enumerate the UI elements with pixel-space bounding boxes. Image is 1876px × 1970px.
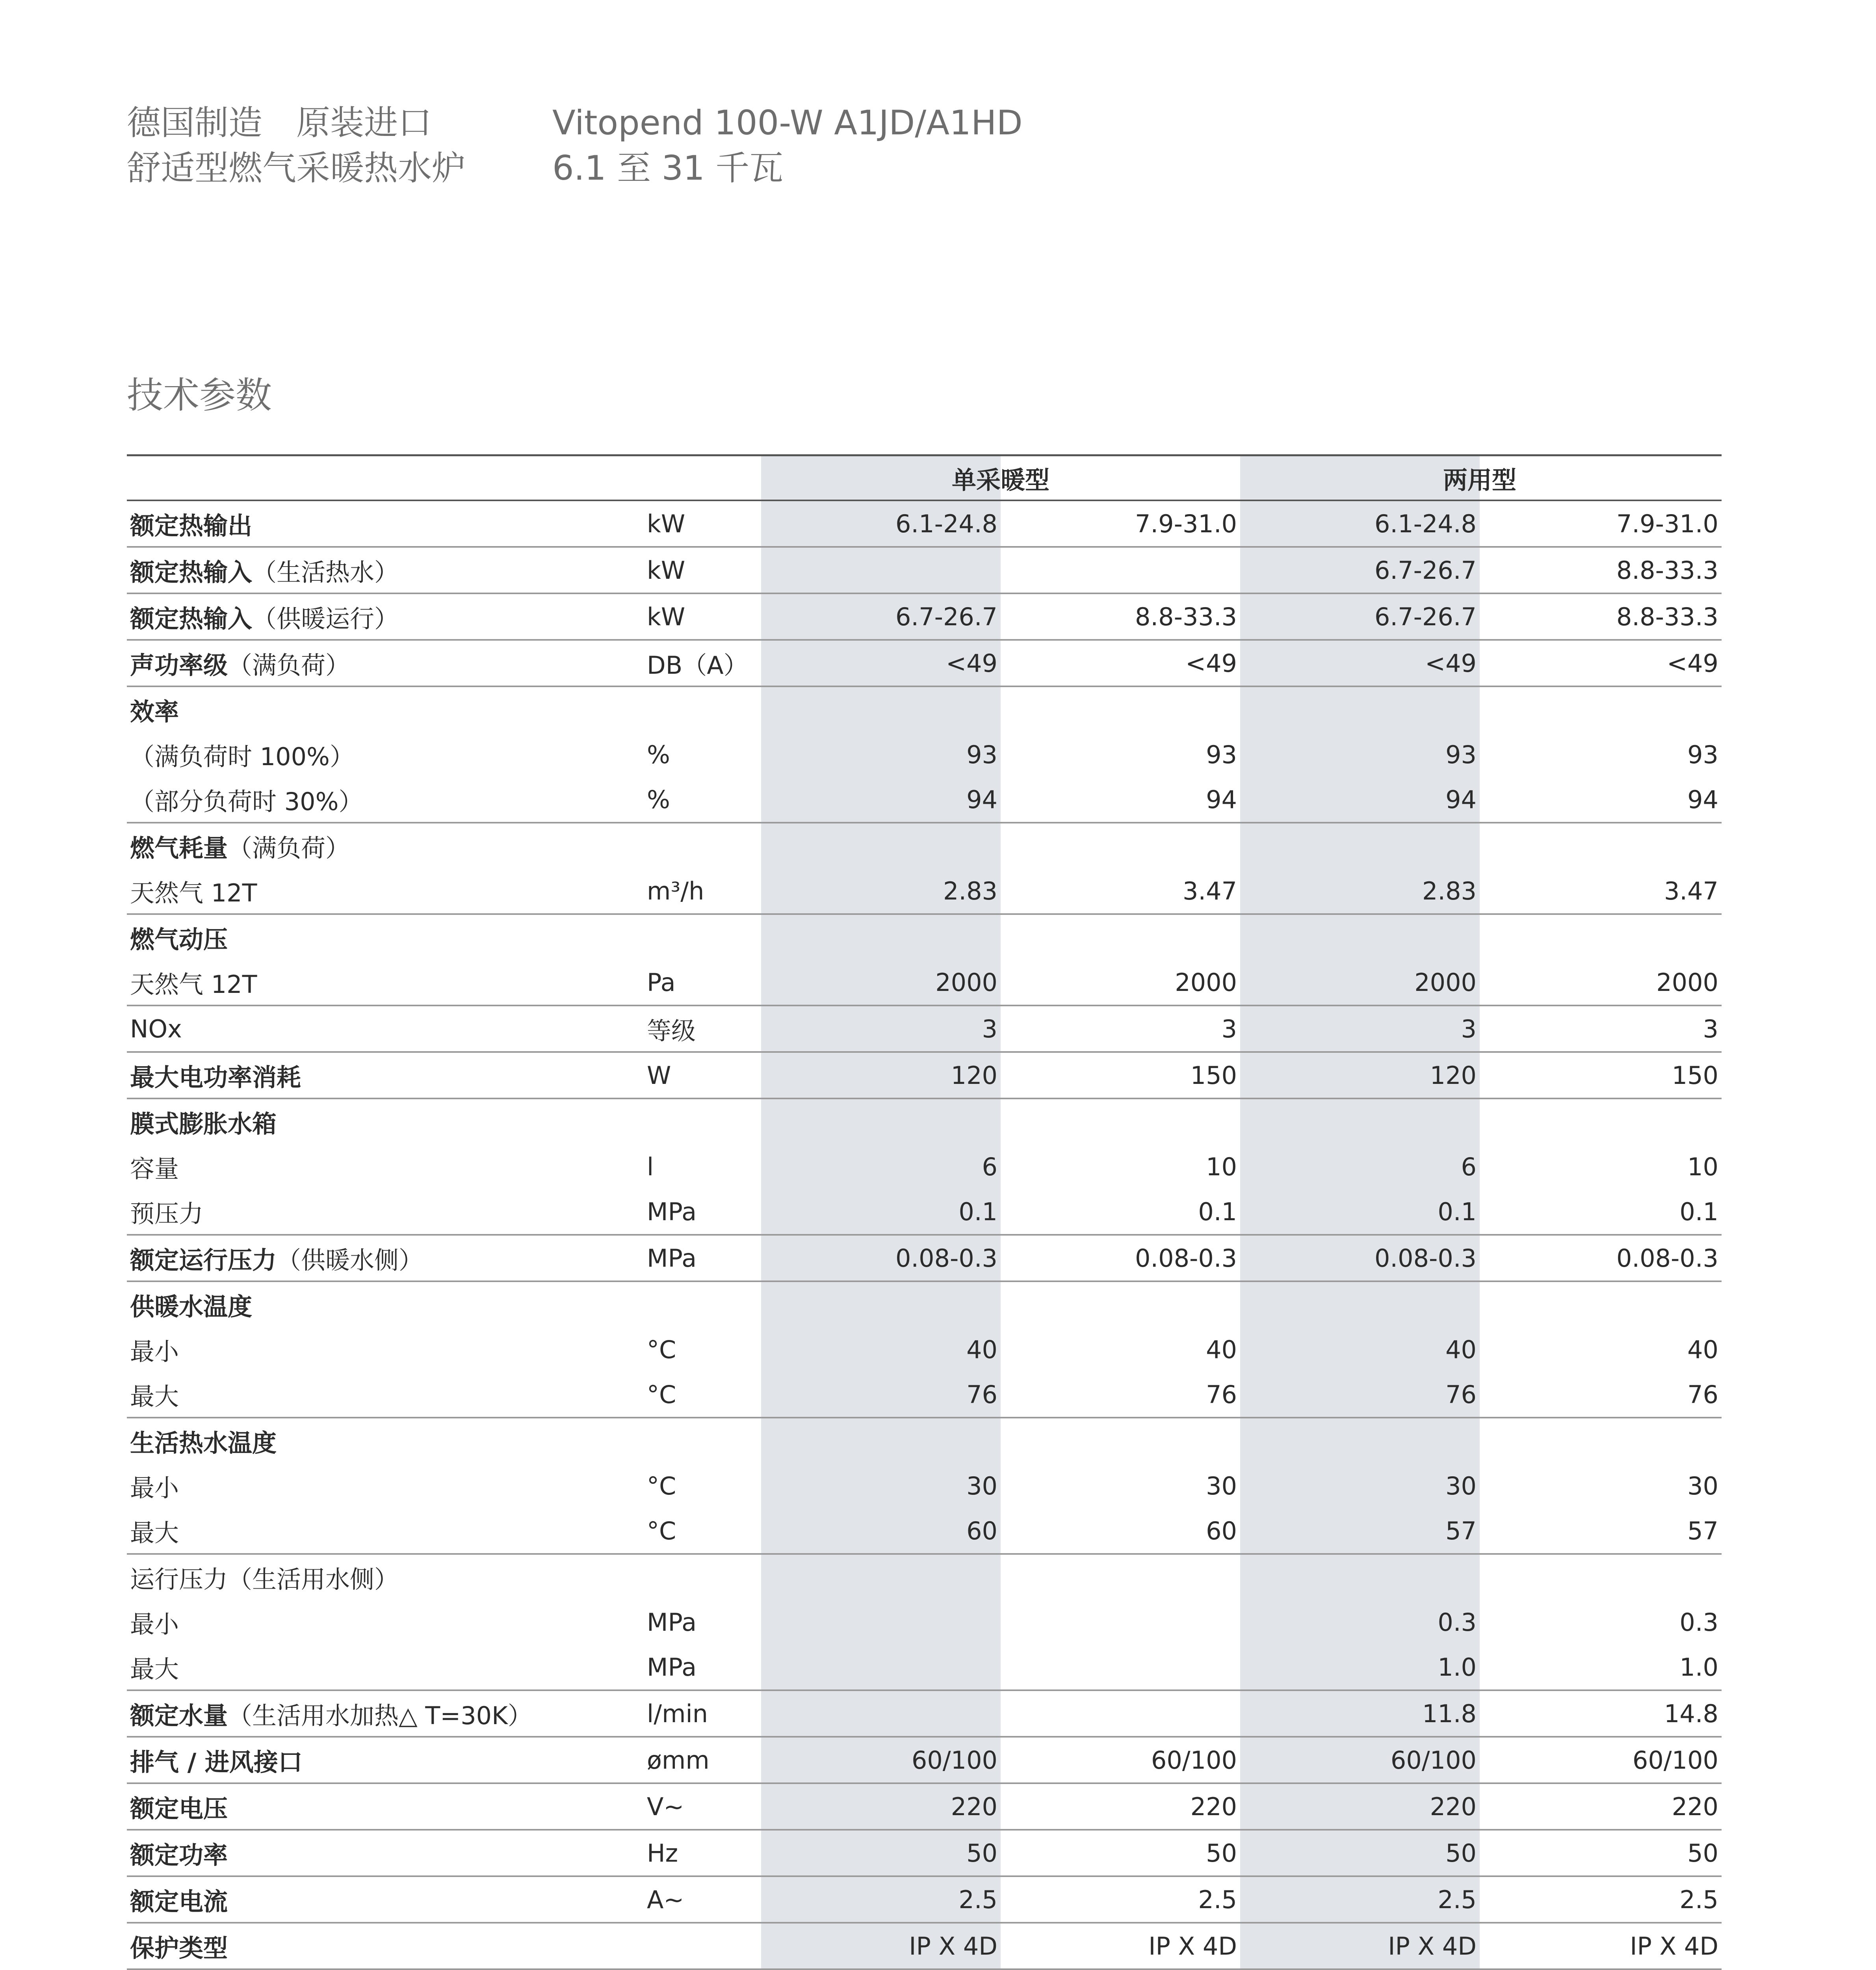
table-row: [127, 1875, 1722, 1922]
row-label-sub: 容量: [130, 1154, 179, 1183]
row-value: <49: [1425, 649, 1477, 678]
row-unit: ømm: [647, 1745, 710, 1775]
row-value: 2.83: [943, 876, 997, 905]
row-value: 57: [1687, 1516, 1718, 1545]
row-value: 50: [1445, 1838, 1477, 1868]
table-row: [127, 777, 1722, 822]
row-value: 3: [1703, 1014, 1718, 1043]
row-value: 50: [1206, 1838, 1237, 1868]
group-heating-only: 单采暖型: [951, 465, 1049, 494]
table-row: [127, 639, 1722, 686]
row-label: [130, 1424, 277, 1459]
row-unit: kW: [647, 509, 685, 538]
row-value: 0.3: [1679, 1608, 1718, 1637]
table-row: [127, 1689, 1722, 1736]
row-value: 0.1: [1438, 1197, 1477, 1226]
table-row: [127, 1234, 1722, 1280]
table-row: [127, 1098, 1722, 1144]
row-label-sub: 最小: [130, 1473, 179, 1502]
row-value: 50: [966, 1838, 997, 1868]
row-label: [130, 1015, 182, 1043]
row-label: [130, 1605, 179, 1640]
row-value: 3: [982, 1014, 997, 1043]
row-value: 6.7-26.7: [1374, 602, 1477, 631]
table-row: [127, 546, 1722, 593]
row-unit: W: [647, 1061, 671, 1090]
row-label: [130, 1743, 303, 1778]
row-unit: Pa: [647, 968, 676, 997]
row-label: [130, 920, 228, 955]
row-label-main: 最大电功率消耗: [130, 1063, 301, 1092]
row-value: 0.08-0.3: [1616, 1243, 1718, 1273]
row-label-sub: NOx: [130, 1014, 182, 1043]
row-value: <49: [946, 649, 997, 678]
row-label-main: 膜式膨胀水箱: [130, 1109, 277, 1138]
row-label: [130, 646, 350, 681]
row-label: [130, 1287, 252, 1322]
row-value: 76: [1206, 1380, 1237, 1409]
row-value: 150: [1190, 1061, 1237, 1090]
table-row: [127, 822, 1722, 868]
row-value: 2.5: [1438, 1885, 1477, 1914]
row-label-main: 燃气耗量: [130, 833, 228, 862]
row-value: IP X 4D: [1630, 1931, 1718, 1961]
row-value: 150: [1672, 1061, 1718, 1090]
row-label: [130, 692, 179, 727]
row-value: 93: [966, 740, 997, 769]
row-label: [130, 1789, 228, 1824]
power-range: 6.1 至 31 千瓦: [552, 149, 784, 188]
row-value: 30: [1445, 1471, 1477, 1500]
table-row: [127, 1327, 1722, 1372]
row-value: 6.7-26.7: [895, 602, 997, 631]
row-value: 57: [1445, 1516, 1477, 1545]
row-label-main: 排气 / 进风接口: [130, 1747, 303, 1777]
row-value: 0.08-0.3: [895, 1243, 997, 1273]
origin-label: 德国制造 原装进口: [127, 103, 432, 143]
row-value: 60: [966, 1516, 997, 1545]
row-value: 93: [1687, 740, 1718, 769]
row-value: 11.8: [1422, 1699, 1477, 1728]
row-value: 76: [1687, 1380, 1718, 1409]
row-value: 2000: [935, 968, 997, 997]
row-label: [130, 829, 350, 864]
row-label-main: 额定水量: [130, 1701, 228, 1730]
row-label: [130, 1882, 228, 1917]
row-value: 0.1: [1198, 1197, 1237, 1226]
row-unit: V~: [647, 1792, 684, 1821]
row-unit: %: [647, 740, 670, 769]
row-label-sub: （生活热水）: [252, 558, 399, 587]
row-value: 1.0: [1679, 1652, 1718, 1682]
row-value: 60/100: [1632, 1745, 1718, 1775]
row-value: 7.9-31.0: [1616, 509, 1718, 538]
row-unit: A~: [647, 1885, 684, 1914]
row-unit: kW: [647, 556, 685, 585]
row-value: 40: [1687, 1335, 1718, 1364]
row-value: 2000: [1414, 968, 1477, 997]
row-unit: °C: [647, 1471, 676, 1500]
row-value: 60/100: [911, 1745, 997, 1775]
row-label: [130, 1104, 277, 1139]
row-value: 6: [1461, 1152, 1477, 1181]
row-label-main: 声功率级: [130, 650, 228, 680]
row-value: 8.8-33.3: [1135, 602, 1237, 631]
row-value: 14.8: [1664, 1699, 1718, 1728]
row-label: [130, 1377, 179, 1412]
row-label-sub: （生活用水加热△ T=30K）: [228, 1701, 532, 1730]
row-label: [130, 1241, 423, 1276]
row-value: 0.08-0.3: [1374, 1243, 1477, 1273]
row-value: 6: [982, 1152, 997, 1181]
row-unit: MPa: [647, 1243, 697, 1273]
row-label-sub: （部分负荷时 30%）: [130, 787, 363, 816]
table-row: [127, 1829, 1722, 1875]
row-value: <49: [1185, 649, 1237, 678]
row-label-main: 额定功率: [130, 1840, 228, 1870]
page-header: [127, 100, 1023, 191]
row-value: 0.1: [1679, 1197, 1718, 1226]
row-label-main: 生活热水温度: [130, 1428, 277, 1457]
row-value: 220: [1190, 1792, 1237, 1821]
row-value: 220: [951, 1792, 997, 1821]
table-row: [127, 1645, 1722, 1689]
table-row: [127, 1553, 1722, 1600]
row-label: [130, 1929, 228, 1964]
row-value: 60: [1206, 1516, 1237, 1545]
row-value: 0.3: [1438, 1608, 1477, 1637]
row-label-main: 额定热输入: [130, 558, 253, 587]
row-label-sub: 天然气 12T: [130, 970, 257, 999]
table-row: [127, 1417, 1722, 1463]
row-value: IP X 4D: [909, 1931, 997, 1961]
row-value: IP X 4D: [1388, 1931, 1477, 1961]
row-label-main: 额定运行压力: [130, 1245, 277, 1275]
row-value: 60/100: [1390, 1745, 1477, 1775]
row-unit: Hz: [647, 1838, 678, 1868]
row-label-main: 效率: [130, 697, 179, 726]
row-label: [130, 1468, 179, 1504]
table-row: [127, 1508, 1722, 1553]
row-label: [130, 737, 354, 772]
row-value: 94: [966, 785, 997, 814]
row-value: 50: [1687, 1838, 1718, 1868]
row-value: 40: [1445, 1335, 1477, 1364]
row-label-main: 额定热输出: [130, 511, 253, 540]
row-unit: DB（A）: [647, 650, 748, 680]
row-label-main: 额定电流: [130, 1887, 228, 1916]
row-label-main: 额定热输入: [130, 604, 253, 633]
row-value: 3: [1221, 1014, 1237, 1043]
row-value: 40: [966, 1335, 997, 1364]
product-type: 舒适型燃气采暖热水炉: [127, 149, 466, 188]
row-label: [130, 1149, 179, 1184]
row-label: [130, 873, 257, 909]
row-label-main: 供暖水温度: [130, 1292, 253, 1321]
row-label: [130, 1836, 228, 1871]
row-unit: %: [647, 785, 670, 814]
section-title: 技术参数: [127, 374, 272, 416]
table-body: [127, 500, 1722, 1970]
row-label: [130, 1332, 179, 1367]
row-label-main: 燃气动压: [130, 925, 228, 954]
row-label-main: 额定电压: [130, 1794, 228, 1823]
row-value: 2.5: [958, 1885, 997, 1914]
table-row: [127, 1736, 1722, 1782]
row-value: 2.5: [1679, 1885, 1718, 1914]
row-label: [130, 1058, 301, 1093]
row-label-sub: 最小: [130, 1337, 179, 1366]
row-value: 30: [1687, 1471, 1718, 1500]
table-row: [127, 1005, 1722, 1051]
row-label-sub: 最小: [130, 1609, 179, 1639]
row-value: IP X 4D: [1148, 1931, 1237, 1961]
row-label: [130, 782, 363, 817]
row-label: [130, 1513, 179, 1548]
row-label-sub: （满负荷时 100%）: [130, 742, 354, 771]
row-value: 120: [951, 1061, 997, 1090]
table-row: [127, 1922, 1722, 1968]
row-label: [130, 1560, 399, 1595]
table-row: [127, 868, 1722, 913]
row-value: 94: [1206, 785, 1237, 814]
table-row: [127, 1372, 1722, 1417]
table-row: [127, 732, 1722, 777]
row-label-main: 保护类型: [130, 1933, 228, 1963]
group-combi: 两用型: [1443, 465, 1516, 494]
row-unit: l: [647, 1152, 654, 1181]
row-label-sub: 天然气 12T: [130, 878, 257, 907]
row-label-sub: （供暖水侧）: [277, 1245, 423, 1275]
header-line-2: [127, 146, 1023, 191]
row-unit: °C: [647, 1516, 676, 1545]
row-unit: l/min: [647, 1699, 708, 1728]
row-value: 10: [1687, 1152, 1718, 1181]
row-value: 3: [1461, 1014, 1477, 1043]
row-label-sub: 最大: [130, 1518, 179, 1547]
row-value: 0.1: [958, 1197, 997, 1226]
row-unit: °C: [647, 1380, 676, 1409]
row-value: 94: [1687, 785, 1718, 814]
row-value: 2000: [1175, 968, 1237, 997]
row-label: [130, 506, 252, 541]
table-row: [127, 1463, 1722, 1508]
row-value: 3.47: [1664, 876, 1718, 905]
row-value: 60/100: [1151, 1745, 1237, 1775]
table-row: [127, 913, 1722, 960]
table-row: [127, 1280, 1722, 1327]
row-value: 2.83: [1422, 876, 1477, 905]
table-row: [127, 1600, 1722, 1645]
header-line-1: [127, 100, 1023, 146]
row-value: 220: [1430, 1792, 1477, 1821]
row-value: 2000: [1656, 968, 1718, 997]
row-label: [130, 965, 257, 1000]
row-label: [130, 1650, 179, 1685]
table-row: [127, 1968, 1722, 1970]
row-label-sub: （满负荷）: [228, 650, 350, 680]
row-value: 3.47: [1182, 876, 1237, 905]
row-label-sub: 最大: [130, 1382, 179, 1411]
row-value: 6.7-26.7: [1374, 556, 1477, 585]
row-value: 76: [1445, 1380, 1477, 1409]
row-value: 94: [1445, 785, 1477, 814]
table-header: [127, 456, 1722, 500]
row-value: 8.8-33.3: [1616, 602, 1718, 631]
row-value: <49: [1667, 649, 1718, 678]
row-label-sub: （供暖运行）: [252, 604, 399, 633]
row-label: [130, 1194, 203, 1229]
row-value: 6.1-24.8: [895, 509, 997, 538]
row-unit: °C: [647, 1335, 676, 1364]
row-value: 10: [1206, 1152, 1237, 1181]
row-label-sub: （满负荷）: [228, 833, 350, 862]
row-label-sub: 最大: [130, 1654, 179, 1684]
table-row: [127, 1144, 1722, 1189]
table-row: [127, 1782, 1722, 1829]
row-label: [130, 553, 399, 588]
table-row: [127, 593, 1722, 639]
row-unit: m³/h: [647, 876, 704, 905]
row-value: 220: [1672, 1792, 1718, 1821]
table-row: [127, 1051, 1722, 1098]
row-value: 0.08-0.3: [1135, 1243, 1237, 1273]
row-value: 6.1-24.8: [1374, 509, 1477, 538]
row-value: 8.8-33.3: [1616, 556, 1718, 585]
table-row: [127, 686, 1722, 732]
row-value: 1.0: [1438, 1652, 1477, 1682]
row-value: 7.9-31.0: [1135, 509, 1237, 538]
row-value: 93: [1206, 740, 1237, 769]
table-row: [127, 960, 1722, 1005]
spec-table: [127, 454, 1722, 1970]
row-value: 2.5: [1198, 1885, 1237, 1914]
row-value: 30: [1206, 1471, 1237, 1500]
row-value: 40: [1206, 1335, 1237, 1364]
row-label-sub: 运行压力（生活用水侧）: [130, 1565, 399, 1594]
row-unit: 等级: [647, 1016, 696, 1045]
model-name: Vitopend 100-W A1JD/A1HD: [552, 103, 1023, 143]
row-value: 93: [1445, 740, 1477, 769]
row-unit: kW: [647, 602, 685, 631]
row-label-sub: 预压力: [130, 1199, 204, 1228]
row-label: [130, 1696, 532, 1731]
row-value: 76: [966, 1380, 997, 1409]
row-unit: MPa: [647, 1197, 697, 1226]
row-label: [130, 599, 399, 634]
row-value: 30: [966, 1471, 997, 1500]
table-row: [127, 1189, 1722, 1234]
row-unit: MPa: [647, 1608, 697, 1637]
row-unit: MPa: [647, 1652, 697, 1682]
row-value: 120: [1430, 1061, 1477, 1090]
table-row: [127, 500, 1722, 546]
